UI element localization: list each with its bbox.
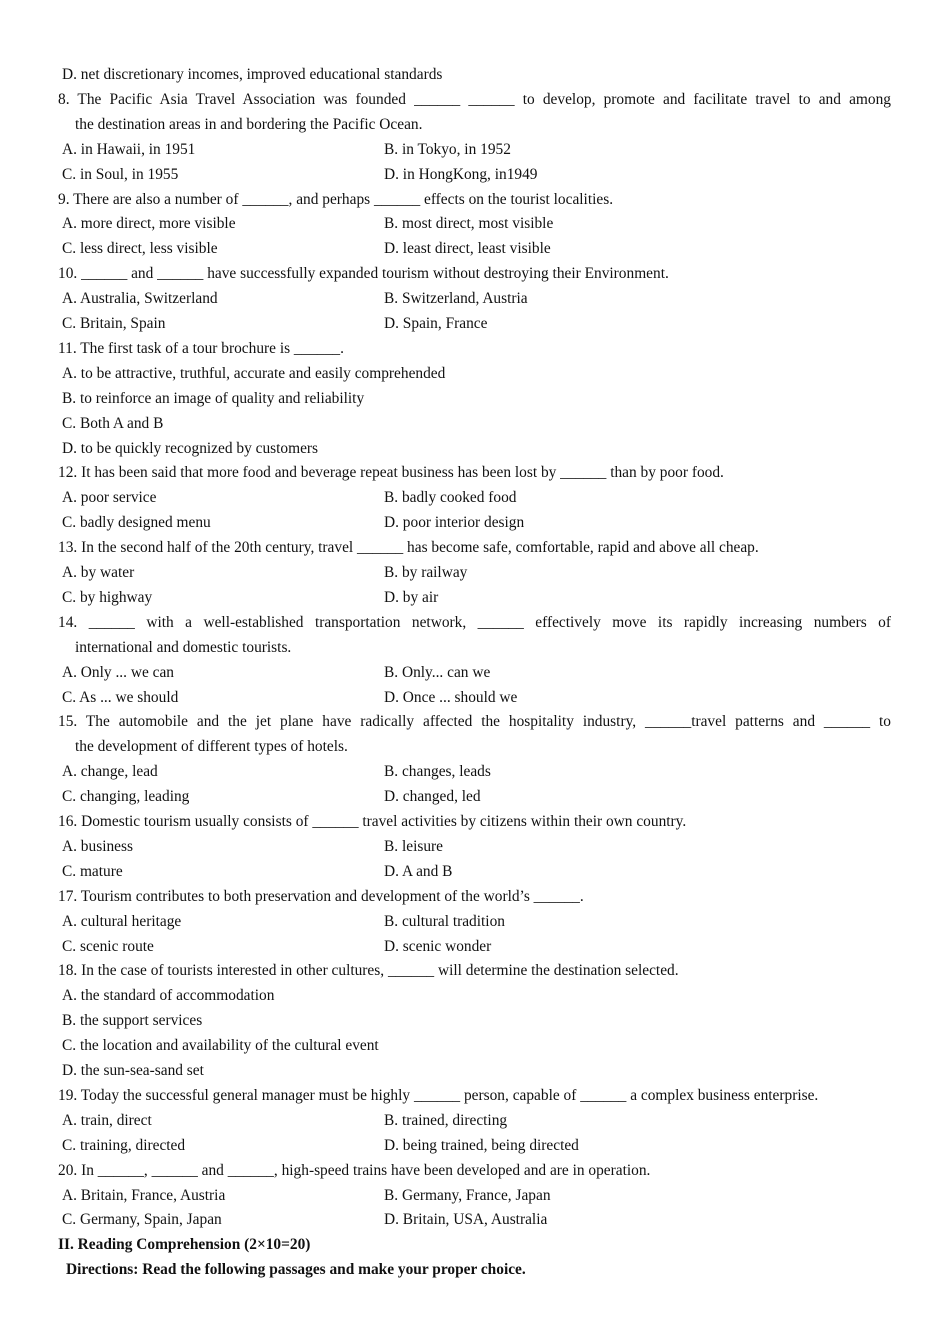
answer-option: B. by railway [384,564,468,581]
answer-option: D. to be quickly recognized by customers [62,439,319,457]
answer-option: D. least direct, least visible [384,240,551,258]
answer-option: B. cultural tradition [384,912,505,930]
answer-option: D. poor interior design [384,514,525,532]
answer-option: B. trained, directing [384,1111,508,1129]
answer-option: B. to reinforce an image of quality and reliability [62,389,365,407]
answer-option: C. scenic route [62,937,154,955]
answer-option: B. most direct, most visible [384,215,554,233]
answer-option: C. badly designed menu [62,514,211,532]
question-text: 15. The automobile and the jet plane have radically affected the hospitality industry, ______travel patterns and ______ to [58,713,891,731]
question-text: 12. It has been said that more food and beverage repeat business has been lost by ______ than by poor food. [58,464,724,482]
answer-option: A. business [62,837,133,855]
question-text: 20. In ______, ______ and ______, high-speed trains have been developed and are in operation. [58,1161,651,1179]
answer-option: C. less direct, less visible [62,240,218,258]
answer-option: A. more direct, more visible [62,215,236,233]
question-text-continued: the destination areas in and bordering the Pacific Ocean. [75,115,423,133]
question-text: 16. Domestic tourism usually consists of ______ travel activities by citizens within their own country. [58,813,687,830]
answer-option: D. changed, led [384,788,481,806]
section-heading: II. Reading Comprehension (2×10=20) [58,1236,311,1254]
answer-option: D. in HongKong, in1949 [384,165,538,183]
answer-option: A. poor service [62,489,157,507]
question-text: 8. The Pacific Asia Travel Association was founded ______ ______ to develop, promote and facilitate travel to and among [58,90,891,108]
section-directions: Directions: Read the following passages and make your proper choice. [66,1261,526,1279]
question-text-continued: international and domestic tourists. [75,638,292,656]
answer-option: D. Spain, France [384,315,488,332]
answer-option: C. Britain, Spain [62,315,166,332]
question-text: 18. In the case of tourists interested in other cultures, ______ will determine the destination selected. [58,962,679,980]
answer-option: C. changing, leading [62,788,190,806]
answer-option: A. the standard of accommodation [62,987,275,1005]
answer-option: D. Britain, USA, Australia [384,1211,548,1229]
question-text-continued: the development of different types of hotels. [75,738,348,756]
answer-option: B. changes, leads [384,763,491,781]
answer-option: C. by highway [62,588,153,606]
answer-option: A. cultural heritage [62,912,182,930]
question-text: 10. ______ and ______ have successfully expanded tourism without destroying their Environment. [58,265,669,283]
answer-option: C. As ... we should [62,688,179,706]
answer-option: B. Only... can we [384,663,491,681]
answer-option: A. train, direct [62,1111,152,1129]
answer-option: A. change, lead [62,763,158,781]
answer-option: B. badly cooked food [384,489,517,507]
answer-option: D. being trained, being directed [384,1136,579,1154]
answer-option: B. in Tokyo, in 1952 [384,140,511,158]
answer-option: C. mature [62,862,123,880]
answer-option: C. Both A and B [62,414,164,432]
answer-option: B. Germany, France, Japan [384,1186,551,1204]
answer-option: A. by water [62,564,135,581]
answer-option: C. in Soul, in 1955 [62,165,179,183]
question-text: 14. ______ with a well-established transportation network, ______ effectively move its rapidly increasing numbers of [58,613,891,631]
answer-option: D. by air [384,588,439,606]
answer-option: D. the sun-sea-sand set [62,1062,204,1079]
answer-option: D. net discretionary incomes, improved educational standards [62,66,443,83]
answer-option: A. Australia, Switzerland [62,290,218,308]
answer-option: B. the support services [62,1012,203,1030]
answer-option: A. Only ... we can [62,663,174,681]
answer-option: C. Germany, Spain, Japan [62,1211,222,1229]
answer-option: D. A and B [384,862,453,880]
answer-option: B. leisure [384,837,443,855]
question-text: 9. There are also a number of ______, and perhaps ______ effects on the tourist localities. [58,190,614,208]
answer-option: A. in Hawaii, in 1951 [62,140,196,158]
question-text: 11. The first task of a tour brochure is ______. [58,339,344,357]
answer-option: B. Switzerland, Austria [384,290,528,308]
answer-option: C. training, directed [62,1136,186,1154]
question-text: 13. In the second half of the 20th century, travel ______ has become safe, comfortable, rapid and above all cheap. [58,539,759,557]
answer-option: D. Once ... should we [384,688,518,706]
answer-option: A. to be attractive, truthful, accurate and easily comprehended [62,364,446,382]
answer-option: D. scenic wonder [384,937,492,955]
question-text: 17. Tourism contributes to both preservation and development of the world’s ______. [58,887,584,905]
answer-option: C. the location and availability of the cultural event [62,1037,379,1055]
answer-option: A. Britain, France, Austria [62,1186,226,1204]
question-text: 19. Today the successful general manager must be highly ______ person, capable of ______ a complex business enterprise. [58,1086,819,1104]
